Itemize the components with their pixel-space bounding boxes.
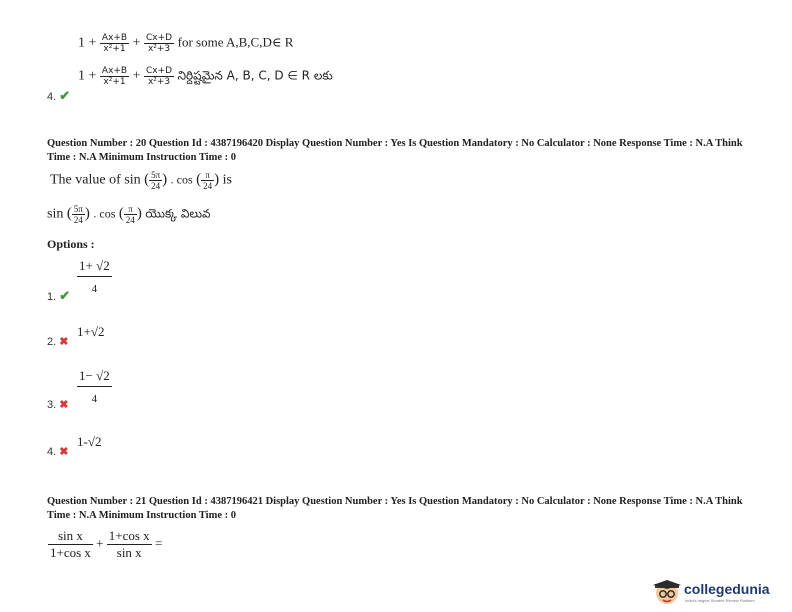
options-label: Options : (47, 237, 95, 251)
fraction-den: x²+3 (144, 76, 174, 87)
expr-suffix: for some A,B,C,D∈ R (177, 34, 294, 50)
fraction (124, 204, 137, 225)
option-num-text: 2. (47, 336, 57, 348)
question-text: The value of sin (50, 172, 141, 188)
fraction (201, 170, 214, 191)
correct-check-icon: ✔ (59, 88, 71, 103)
fraction-den: 1+cos x (50, 545, 91, 560)
fraction-num: Cx+D (146, 66, 173, 76)
option-num-text: 1. (47, 291, 57, 303)
option-num-text: 4. (47, 446, 57, 458)
option-4-number (47, 445, 68, 458)
fraction (72, 204, 85, 225)
plus-sign: + (96, 535, 104, 551)
question-21-header: Question Number : 21 Question Id : 4387196421 Display Question Number : Yes Is Question Mandatory : No Calculator : None Response Time : N.A Think Time : N.A Minimum Instruction Time : 0 (47, 496, 743, 521)
expr-prefix: 1 + (78, 68, 97, 84)
fraction (100, 33, 129, 54)
fraction-den: x²+1 (100, 76, 129, 87)
collegedunia-logo[interactable] (652, 580, 786, 606)
fraction-num: π (128, 204, 133, 214)
option-3-answer[interactable] (77, 368, 112, 405)
question-text: sin (47, 206, 64, 222)
fraction-num: Ax+B (101, 66, 128, 76)
fraction (48, 528, 93, 561)
fraction (149, 170, 162, 191)
logo-tagline: India's largest Student Review Platform (685, 598, 755, 603)
fraction-num: π (205, 170, 210, 180)
option-3-number (47, 398, 68, 411)
plus-sign: + (132, 35, 141, 51)
fraction-num: 1+cos x (108, 528, 150, 543)
fraction-den: 24 (72, 214, 85, 225)
correct-check-icon: ✔ (59, 288, 71, 303)
question-20-english: The value of sin ( $\frac{5\pi}{24}$ ) . cos ( $\frac{\pi}{24}$ ) is (50, 170, 232, 191)
question-text: . cos (93, 206, 116, 221)
prev-option-telugu (78, 66, 333, 87)
option-num-text: 4. (47, 91, 57, 103)
option-number (47, 88, 70, 104)
wrong-cross-icon: ✖ (59, 336, 69, 348)
option-1-answer[interactable] (77, 258, 112, 295)
equals-sign: = (154, 535, 163, 551)
question-text: is (222, 172, 232, 188)
prev-option-english (78, 33, 293, 54)
fraction-num: 1− √2 (79, 368, 110, 383)
fraction-den: 24 (149, 180, 162, 191)
fraction-num: 5π (151, 170, 161, 180)
fraction (144, 66, 174, 87)
fraction-den: 24 (203, 181, 213, 191)
logo-text: collegedunia (684, 581, 770, 597)
fraction-num: sin x (58, 528, 83, 543)
question-text: . cos (170, 172, 193, 187)
fraction-num: Cx+D (146, 33, 173, 43)
expr-prefix: 1 + (78, 35, 97, 51)
fraction-den: sin x (107, 544, 152, 561)
question-text: యొక్క విలువ (145, 206, 211, 221)
fraction (144, 33, 174, 54)
option-1-number (47, 288, 70, 304)
fraction-den: x²+1 (100, 43, 129, 54)
fraction-num: 1+ √2 (79, 258, 110, 273)
option-4-answer[interactable]: 1-√2 (77, 434, 102, 449)
fraction (107, 528, 152, 561)
option-num-text: 3. (47, 399, 57, 411)
wrong-cross-icon: ✖ (59, 399, 69, 411)
plus-sign: + (132, 68, 141, 84)
question-20-telugu: sin ( $\frac{5\pi}{24}$ ) . cos ( $\frac{\pi}{24}$ ) యొక్క విలువ (47, 204, 211, 225)
option-2-number (47, 335, 68, 348)
question-20-header: Question Number : 20 Question Id : 4387196420 Display Question Number : Yes Is Question Mandatory : No Calculator : None Response Time : N.A Think Time : N.A Minimum Instruction Time : 0 (47, 138, 743, 163)
fraction-num: 5π (73, 204, 83, 214)
fraction-num: Ax+B (101, 33, 128, 43)
fraction-den: 4 (77, 386, 112, 405)
expr-suffix: నిర్దిష్టమైన A, B, C, D ∈ R లకు (177, 68, 333, 83)
fraction-den: x²+3 (144, 43, 174, 54)
fraction-den: 24 (125, 215, 135, 225)
question-21-expression (48, 528, 162, 561)
mascot-icon (652, 580, 682, 606)
fraction-den: 4 (77, 276, 112, 295)
option-2-answer[interactable]: 1+√2 (77, 324, 105, 339)
wrong-cross-icon: ✖ (59, 446, 69, 458)
fraction (100, 66, 129, 87)
